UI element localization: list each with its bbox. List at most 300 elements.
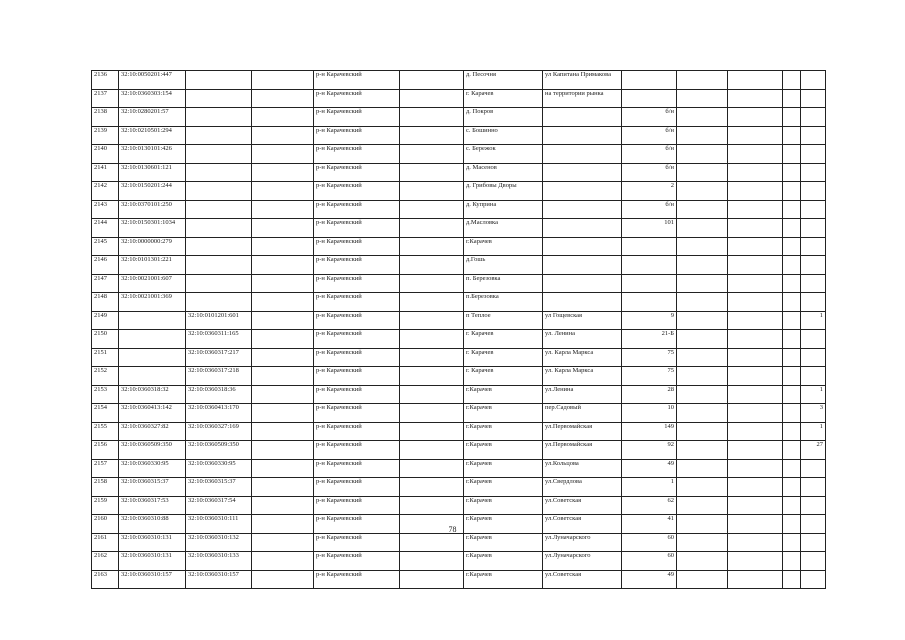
settlement: п Теплое [464,311,543,330]
street [543,200,622,219]
cell-empty [252,311,314,330]
row-number: 2163 [92,570,119,589]
settlement: д. Песочня [464,71,543,90]
apartment-count [801,496,826,515]
row-number: 2140 [92,145,119,164]
cell-empty [252,422,314,441]
cell-empty [728,459,783,478]
cell-empty [677,367,728,386]
apartment-count [801,478,826,497]
street [543,182,622,201]
cell-empty [783,441,801,460]
cell-empty [400,348,464,367]
cadastral-number: 32:10:0370101:250 [119,200,186,219]
cell-empty [252,441,314,460]
row-number: 2151 [92,348,119,367]
cell-empty [400,422,464,441]
street [543,237,622,256]
table-row [92,145,826,164]
cadastral-number: 32:10:0021001:369 [119,293,186,312]
cell-empty [252,404,314,423]
table-row [92,385,826,404]
cell-empty [783,145,801,164]
house-number: 49 [622,570,677,589]
cell-empty [783,478,801,497]
house-number [622,256,677,275]
cell-empty [783,126,801,145]
cell-empty [677,237,728,256]
district: р-н Карачевский [314,385,400,404]
cell-empty [252,385,314,404]
registry-table [91,70,826,589]
cadastral-number: 32:10:0360310:157 [119,570,186,589]
district: р-н Карачевский [314,459,400,478]
cell-empty [677,200,728,219]
cell-empty [783,496,801,515]
street: ул.Кольцова [543,459,622,478]
table-row [92,422,826,441]
cell-empty [677,552,728,571]
cadastral-number-building: 32:10:0360327:169 [186,422,252,441]
cell-empty [728,570,783,589]
house-number: 21-Б [622,330,677,349]
settlement: г.Карачев [464,496,543,515]
cell-empty [783,256,801,275]
house-number: 75 [622,348,677,367]
apartment-count [801,533,826,552]
cadastral-number-building: 32:10:0360318:36 [186,385,252,404]
apartment-count [801,145,826,164]
cell-empty [783,459,801,478]
house-number: 149 [622,422,677,441]
row-number: 2159 [92,496,119,515]
cell-empty [677,108,728,127]
row-number: 2149 [92,311,119,330]
cell-empty [728,71,783,90]
settlement: г.Карачев [464,570,543,589]
cell-empty [728,422,783,441]
cell-empty [400,367,464,386]
table-row [92,496,826,515]
row-number: 2155 [92,422,119,441]
settlement: д. Масенов [464,163,543,182]
district: р-н Карачевский [314,89,400,108]
street: ул.Луначарского [543,552,622,571]
district: р-н Карачевский [314,552,400,571]
cell-empty [252,478,314,497]
cell-empty [400,441,464,460]
cell-empty [252,533,314,552]
settlement: г.Карачев [464,552,543,571]
table-row [92,404,826,423]
cell-empty [400,274,464,293]
cell-empty [400,182,464,201]
apartment-count [801,330,826,349]
cell-empty [252,200,314,219]
settlement: д. Грибовы Дворы [464,182,543,201]
cell-empty [783,367,801,386]
settlement: г.Карачев [464,237,543,256]
cell-empty [252,108,314,127]
street: ул.Советская [543,570,622,589]
cadastral-number: 32:10:0360317:53 [119,496,186,515]
cell-empty [728,145,783,164]
table-row [92,459,826,478]
district: р-н Карачевский [314,163,400,182]
cell-empty [400,552,464,571]
apartment-count [801,348,826,367]
district: р-н Карачевский [314,367,400,386]
cell-empty [728,89,783,108]
settlement: г. Карачев [464,367,543,386]
district: р-н Карачевский [314,404,400,423]
district: р-н Карачевский [314,237,400,256]
street [543,293,622,312]
table-row [92,478,826,497]
cadastral-number: 32:10:0280201:57 [119,108,186,127]
cell-empty [252,459,314,478]
cell-empty [677,422,728,441]
cadastral-number-building [186,200,252,219]
street: пер.Садовый [543,404,622,423]
district: р-н Карачевский [314,126,400,145]
cell-empty [783,385,801,404]
cell-empty [400,496,464,515]
cell-empty [677,311,728,330]
apartment-count [801,71,826,90]
house-number: б/н [622,108,677,127]
cell-empty [252,145,314,164]
street: ул.Советская [543,496,622,515]
cell-empty [783,163,801,182]
apartment-count: 3 [801,404,826,423]
cell-empty [400,71,464,90]
cell-empty [252,182,314,201]
cell-empty [728,200,783,219]
street: ул. Карла Маркса [543,348,622,367]
cadastral-number: 32:10:0360327:82 [119,422,186,441]
cadastral-number: 32:10:0360303:154 [119,89,186,108]
house-number: б/н [622,200,677,219]
cell-empty [677,570,728,589]
street: ул. Карла Маркса [543,367,622,386]
table-row [92,182,826,201]
cadastral-number: 32:10:0360509:350 [119,441,186,460]
table-row [92,311,826,330]
cell-empty [677,330,728,349]
cadastral-number: 32:10:0000000:279 [119,237,186,256]
district: р-н Карачевский [314,200,400,219]
street [543,108,622,127]
street [543,274,622,293]
settlement: г. Карачев [464,89,543,108]
cadastral-number: 32:10:0360315:37 [119,478,186,497]
district: р-н Карачевский [314,256,400,275]
settlement: г. Карачев [464,330,543,349]
apartment-count [801,219,826,238]
house-number: 75 [622,367,677,386]
district: р-н Карачевский [314,219,400,238]
house-number: 9 [622,311,677,330]
house-number [622,274,677,293]
cadastral-number-building: 32:10:0360317:54 [186,496,252,515]
cell-empty [728,533,783,552]
cell-empty [728,311,783,330]
cadastral-number-building [186,256,252,275]
house-number: б/н [622,145,677,164]
table-row [92,108,826,127]
apartment-count [801,89,826,108]
cadastral-number-building: 32:10:0360310:111 [186,515,252,534]
settlement: г. Карачев [464,348,543,367]
street [543,219,622,238]
cell-empty [783,330,801,349]
cell-empty [728,385,783,404]
cell-empty [252,330,314,349]
cell-empty [783,552,801,571]
cell-empty [783,71,801,90]
cadastral-number-building [186,237,252,256]
cell-empty [728,108,783,127]
cadastral-number [119,311,186,330]
row-number: 2148 [92,293,119,312]
house-number: 49 [622,459,677,478]
table-row [92,293,826,312]
house-number: 1 [622,478,677,497]
cell-empty [400,330,464,349]
row-number: 2160 [92,515,119,534]
cell-empty [783,404,801,423]
cell-empty [783,89,801,108]
apartment-count [801,552,826,571]
cell-empty [728,348,783,367]
cadastral-number-building: 32:10:0360311:165 [186,330,252,349]
settlement: д. Куприна [464,200,543,219]
cadastral-number-building: 32:10:0360330:95 [186,459,252,478]
cell-empty [677,163,728,182]
street: ул.Первомайская [543,422,622,441]
cell-empty [400,89,464,108]
cadastral-number: 32:10:0360318:32 [119,385,186,404]
district: р-н Карачевский [314,422,400,441]
street: ул.Первомайская [543,441,622,460]
cell-empty [400,163,464,182]
cell-empty [728,552,783,571]
cell-empty [677,89,728,108]
cell-empty [677,274,728,293]
row-number: 2144 [92,219,119,238]
cadastral-number: 32:10:0150301:1034 [119,219,186,238]
cadastral-number-building [186,108,252,127]
cell-empty [677,441,728,460]
apartment-count [801,163,826,182]
street: ул. Ленина [543,330,622,349]
cadastral-number-building [186,145,252,164]
table-row [92,89,826,108]
row-number: 2141 [92,163,119,182]
cell-empty [677,459,728,478]
row-number: 2153 [92,385,119,404]
cell-empty [677,145,728,164]
table-row [92,256,826,275]
cadastral-number-building: 32:10:0360413:170 [186,404,252,423]
house-number [622,237,677,256]
cell-empty [728,274,783,293]
cell-empty [252,237,314,256]
settlement: д. Покров [464,108,543,127]
cell-empty [677,496,728,515]
cell-empty [783,274,801,293]
settlement: д.Масловка [464,219,543,238]
street: на территории рынка [543,89,622,108]
row-number: 2146 [92,256,119,275]
cell-empty [728,293,783,312]
cadastral-number: 32:10:0050201:447 [119,71,186,90]
cell-empty [728,496,783,515]
cell-empty [252,367,314,386]
cell-empty [400,126,464,145]
apartment-count: 1 [801,311,826,330]
table-row [92,441,826,460]
table-row [92,163,826,182]
row-number: 2156 [92,441,119,460]
row-number: 2147 [92,274,119,293]
cadastral-number-building: 32:10:0101201:601 [186,311,252,330]
cell-empty [677,219,728,238]
cell-empty [252,89,314,108]
cadastral-number: 32:10:0360310:131 [119,533,186,552]
house-number: 10 [622,404,677,423]
settlement: г.Карачев [464,385,543,404]
settlement: п.Березовка [464,293,543,312]
cadastral-number-building: 32:10:0360310:133 [186,552,252,571]
cell-empty [728,404,783,423]
apartment-count: 1 [801,422,826,441]
cadastral-number: 32:10:0130601:121 [119,163,186,182]
cell-empty [783,422,801,441]
cell-empty [400,219,464,238]
house-number: 28 [622,385,677,404]
settlement: с. Бережок [464,145,543,164]
cell-empty [677,348,728,367]
street: ул.Свердлова [543,478,622,497]
cadastral-number-building: 32:10:0360310:157 [186,570,252,589]
cadastral-number-building [186,89,252,108]
cell-empty [400,108,464,127]
settlement: г.Карачев [464,533,543,552]
cell-empty [677,126,728,145]
page-number: 78 [448,525,457,534]
district: р-н Карачевский [314,441,400,460]
street [543,163,622,182]
cell-empty [252,570,314,589]
cadastral-number: 32:10:0360413:142 [119,404,186,423]
cell-empty [677,256,728,275]
apartment-count [801,200,826,219]
table-row [92,126,826,145]
settlement: д.Гошь [464,256,543,275]
street: ул Капитана Примакова [543,71,622,90]
street: ул.Советская [543,515,622,534]
cell-empty [783,293,801,312]
cell-empty [677,182,728,201]
cell-empty [252,348,314,367]
settlement: г.Карачев [464,478,543,497]
cell-empty [252,71,314,90]
table-row [92,71,826,90]
apartment-count [801,570,826,589]
cell-empty [400,293,464,312]
cell-empty [400,404,464,423]
apartment-count [801,274,826,293]
cell-empty [252,126,314,145]
cell-empty [728,256,783,275]
district: р-н Карачевский [314,293,400,312]
cell-empty [400,256,464,275]
cell-empty [677,478,728,497]
cell-empty [783,219,801,238]
district: р-н Карачевский [314,515,400,534]
cadastral-number [119,330,186,349]
cell-empty [252,256,314,275]
street [543,256,622,275]
cell-empty [783,182,801,201]
cadastral-number [119,348,186,367]
street: ул.Ленина [543,385,622,404]
district: р-н Карачевский [314,330,400,349]
cadastral-number: 32:10:0360310:131 [119,552,186,571]
row-number: 2150 [92,330,119,349]
cell-empty [728,237,783,256]
cadastral-number: 32:10:0360310:88 [119,515,186,534]
cadastral-number-building: 32:10:0360310:132 [186,533,252,552]
cell-empty [783,311,801,330]
district: р-н Карачевский [314,145,400,164]
district: р-н Карачевский [314,496,400,515]
cadastral-number: 32:10:0150201:244 [119,182,186,201]
table-row [92,367,826,386]
district: р-н Карачевский [314,311,400,330]
cell-empty [677,404,728,423]
row-number: 2137 [92,89,119,108]
cell-empty [728,219,783,238]
cadastral-number-building [186,126,252,145]
apartment-count [801,256,826,275]
cell-empty [783,200,801,219]
cell-empty [252,274,314,293]
row-number: 2154 [92,404,119,423]
cell-empty [400,533,464,552]
table-row [92,533,826,552]
settlement: г.Карачев [464,422,543,441]
cadastral-number-building [186,71,252,90]
cell-empty [783,108,801,127]
cell-empty [400,237,464,256]
apartment-count [801,237,826,256]
cadastral-number: 32:10:0101301:221 [119,256,186,275]
cadastral-number-building: 32:10:0360317:217 [186,348,252,367]
table-row [92,274,826,293]
cadastral-number: 32:10:0360330:95 [119,459,186,478]
cell-empty [728,126,783,145]
cadastral-number-building [186,163,252,182]
cell-empty [252,552,314,571]
cadastral-number: 32:10:0130101:426 [119,145,186,164]
district: р-н Карачевский [314,478,400,497]
house-number: 101 [622,219,677,238]
cell-empty [783,533,801,552]
street [543,145,622,164]
